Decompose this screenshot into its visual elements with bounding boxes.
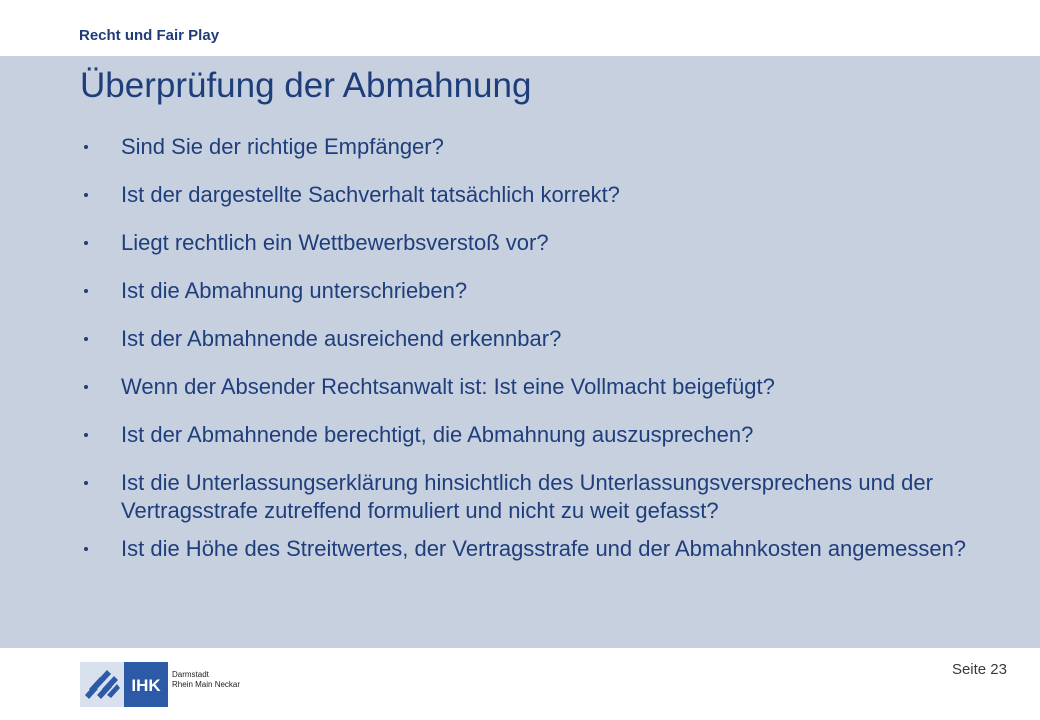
bullet-text: Ist der Abmahnende berechtigt, die Abmahnung auszusprechen?	[121, 422, 754, 447]
bullet-item	[82, 421, 1002, 449]
slide-title: Überprüfung der Abmahnung	[80, 66, 532, 105]
logo-line2-text: Rhein Main Neckar	[172, 680, 241, 689]
bullet-dot-icon	[84, 547, 88, 551]
bullet-item	[82, 229, 1002, 257]
bullet-dot-icon	[84, 337, 88, 341]
bullet-item	[82, 277, 1002, 305]
bullet-text: Ist die Abmahnung unterschrieben?	[121, 278, 468, 303]
header-label: Recht und Fair Play	[79, 27, 220, 44]
bullet-text: Ist die Höhe des Streitwertes, der Vertragsstrafe und der Abmahnkosten angemessen?	[121, 536, 967, 561]
bullet-text: Ist der Abmahnende ausreichend erkennbar?	[121, 326, 562, 351]
bullet-list	[82, 133, 1002, 573]
bullet-item	[82, 373, 1002, 401]
bullet-text: Ist der dargestellte Sachverhalt tatsächlich korrekt?	[121, 182, 620, 207]
bullet-dot-icon	[84, 145, 88, 149]
logo-brand-text: IHK	[131, 676, 161, 695]
bullet-text: Wenn der Absender Rechtsanwalt ist: Ist eine Vollmacht beigefügt?	[121, 374, 775, 399]
logo-line1-text: Darmstadt	[172, 670, 209, 679]
bullet-dot-icon	[84, 433, 88, 437]
bullet-item	[82, 535, 1002, 563]
bullet-item	[82, 133, 1002, 161]
ihk-logo-icon	[80, 662, 241, 707]
bullet-dot-icon	[84, 289, 88, 293]
bullet-dot-icon	[84, 385, 88, 389]
bullet-text: Liegt rechtlich ein Wettbewerbsverstoß vor?	[121, 230, 549, 255]
bullet-item	[82, 469, 1002, 525]
bullet-dot-icon	[84, 241, 88, 245]
page-number: Seite 23	[951, 661, 1007, 678]
bullet-dot-icon	[84, 193, 88, 197]
bullet-dot-icon	[84, 481, 88, 485]
bullet-text: Ist die Unterlassungserklärung hinsichtlich des Unterlassungsversprechens und der Vertragsstrafe zutreffend formuliert und nicht zu weit gefasst?	[121, 470, 933, 523]
bullet-item	[82, 325, 1002, 353]
bullet-text: Sind Sie der richtige Empfänger?	[121, 134, 444, 159]
bullet-item	[82, 181, 1002, 209]
